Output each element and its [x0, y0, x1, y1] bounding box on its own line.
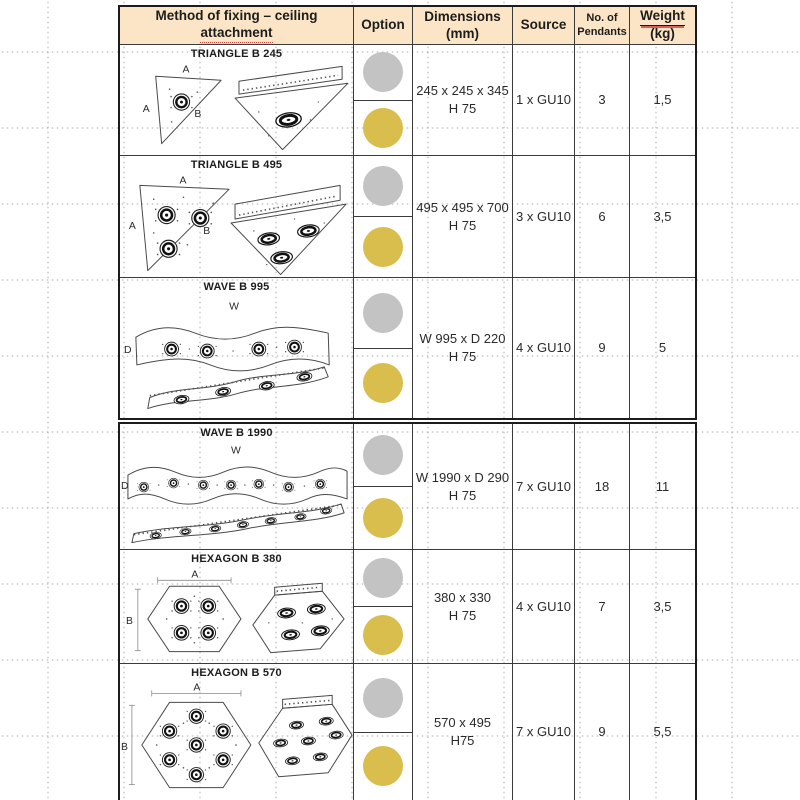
spec-table-lower [118, 422, 697, 800]
option-cell [354, 45, 413, 155]
header-dimensions: Dimensions (mm) [413, 7, 513, 44]
gold-option-swatch [363, 363, 403, 403]
silver-option-swatch [363, 52, 403, 92]
header-method: Method of fixing – ceiling attachment [120, 7, 354, 44]
option-silver [354, 424, 412, 486]
svg-text:A: A [142, 103, 150, 115]
silver-option-swatch [363, 293, 403, 333]
product-name: TRIANGLE B 245 [190, 48, 283, 60]
option-gold [354, 348, 412, 419]
spec-table-upper [118, 5, 697, 420]
source-cell: 7 x GU10 [513, 424, 575, 549]
pendants-cell: 18 [575, 424, 630, 549]
weight-cell: 1,5 [653, 92, 672, 108]
table-row [120, 664, 695, 800]
option-silver [354, 45, 412, 100]
silver-option-swatch [363, 166, 403, 206]
svg-text:B: B [120, 741, 128, 753]
table-header-row [120, 7, 695, 45]
silver-option-swatch [363, 678, 403, 718]
option-silver [354, 550, 412, 606]
weight-cell: 3,5 [653, 208, 672, 224]
svg-text:B: B [203, 225, 211, 237]
source-cell: 4 x GU10 [513, 278, 575, 418]
svg-text:B: B [125, 615, 133, 627]
option-cell [354, 278, 413, 418]
product-cell [120, 664, 354, 800]
dimensions-cell: 380 x 330 H 75 [413, 550, 513, 663]
header-pendants: No. of Pendants [575, 7, 630, 44]
dimensions-cell: W 1990 x D 290 H 75 [413, 424, 513, 549]
pendants-cell: 6 [575, 156, 630, 277]
source-cell: 4 x GU10 [513, 550, 575, 663]
source-cell: 3 x GU10 [513, 156, 575, 277]
option-gold [354, 606, 412, 663]
table-row [120, 550, 695, 664]
product-cell [120, 45, 354, 155]
option-gold [354, 486, 412, 549]
product-name: WAVE B 995 [203, 281, 270, 293]
dimensions-cell: 245 x 245 x 345 H 75 [413, 45, 513, 155]
dimensions-cell: 570 x 495 H75 [413, 664, 513, 800]
weight-cell: 5 [658, 340, 667, 356]
pendants-cell: 9 [575, 664, 630, 800]
product-name: WAVE B 1990 [200, 427, 273, 439]
option-silver [354, 278, 412, 348]
option-silver [354, 156, 412, 216]
svg-text:W: W [231, 445, 241, 457]
option-gold [354, 216, 412, 277]
svg-text:B: B [194, 108, 202, 120]
product-cell [120, 156, 354, 277]
svg-text:A: A [179, 175, 187, 187]
product-diagram [120, 441, 354, 548]
silver-option-swatch [363, 435, 403, 475]
option-silver [354, 664, 412, 732]
source-cell: 7 x GU10 [513, 664, 575, 800]
svg-text:A: A [193, 682, 201, 694]
svg-text:D: D [123, 345, 132, 357]
gold-option-swatch [363, 615, 403, 655]
header-weight: Weight (kg) [640, 8, 685, 41]
option-cell [354, 550, 413, 663]
product-cell [120, 550, 354, 663]
table-row [120, 45, 695, 156]
gold-option-swatch [363, 498, 403, 538]
gold-option-swatch [363, 108, 403, 148]
weight-cell: 3,5 [653, 598, 672, 614]
product-name: HEXAGON B 380 [191, 553, 282, 565]
svg-text:A: A [128, 220, 136, 232]
header-option: Option [354, 7, 413, 44]
dimensions-cell: W 995 x D 220 H 75 [413, 278, 513, 418]
option-gold [354, 100, 412, 156]
product-diagram [120, 173, 354, 276]
gold-option-swatch [363, 746, 403, 786]
option-cell [354, 156, 413, 277]
product-cell [120, 278, 354, 418]
svg-text:A: A [182, 64, 190, 76]
product-name: HEXAGON B 570 [191, 667, 282, 679]
product-diagram [120, 567, 354, 662]
product-name: TRIANGLE B 495 [190, 159, 283, 171]
source-cell: 1 x GU10 [513, 45, 575, 155]
header-source: Source [513, 7, 575, 44]
svg-text:D: D [120, 481, 129, 493]
table-row [120, 156, 695, 278]
pendants-cell: 3 [575, 45, 630, 155]
table-row [120, 278, 695, 418]
product-diagram [120, 62, 354, 154]
option-cell [354, 424, 413, 549]
silver-option-swatch [363, 558, 403, 598]
dimensions-cell: 495 x 495 x 700 H 75 [413, 156, 513, 277]
svg-text:W: W [229, 301, 239, 313]
pendants-cell: 9 [575, 278, 630, 418]
option-gold [354, 732, 412, 800]
table-row [120, 424, 695, 550]
weight-cell: 5,5 [653, 724, 672, 740]
product-cell [120, 424, 354, 549]
product-diagram [120, 681, 354, 800]
svg-text:A: A [191, 569, 199, 581]
product-diagram [120, 295, 354, 417]
weight-cell: 11 [655, 478, 670, 494]
option-cell [354, 664, 413, 800]
pendants-cell: 7 [575, 550, 630, 663]
gold-option-swatch [363, 227, 403, 267]
